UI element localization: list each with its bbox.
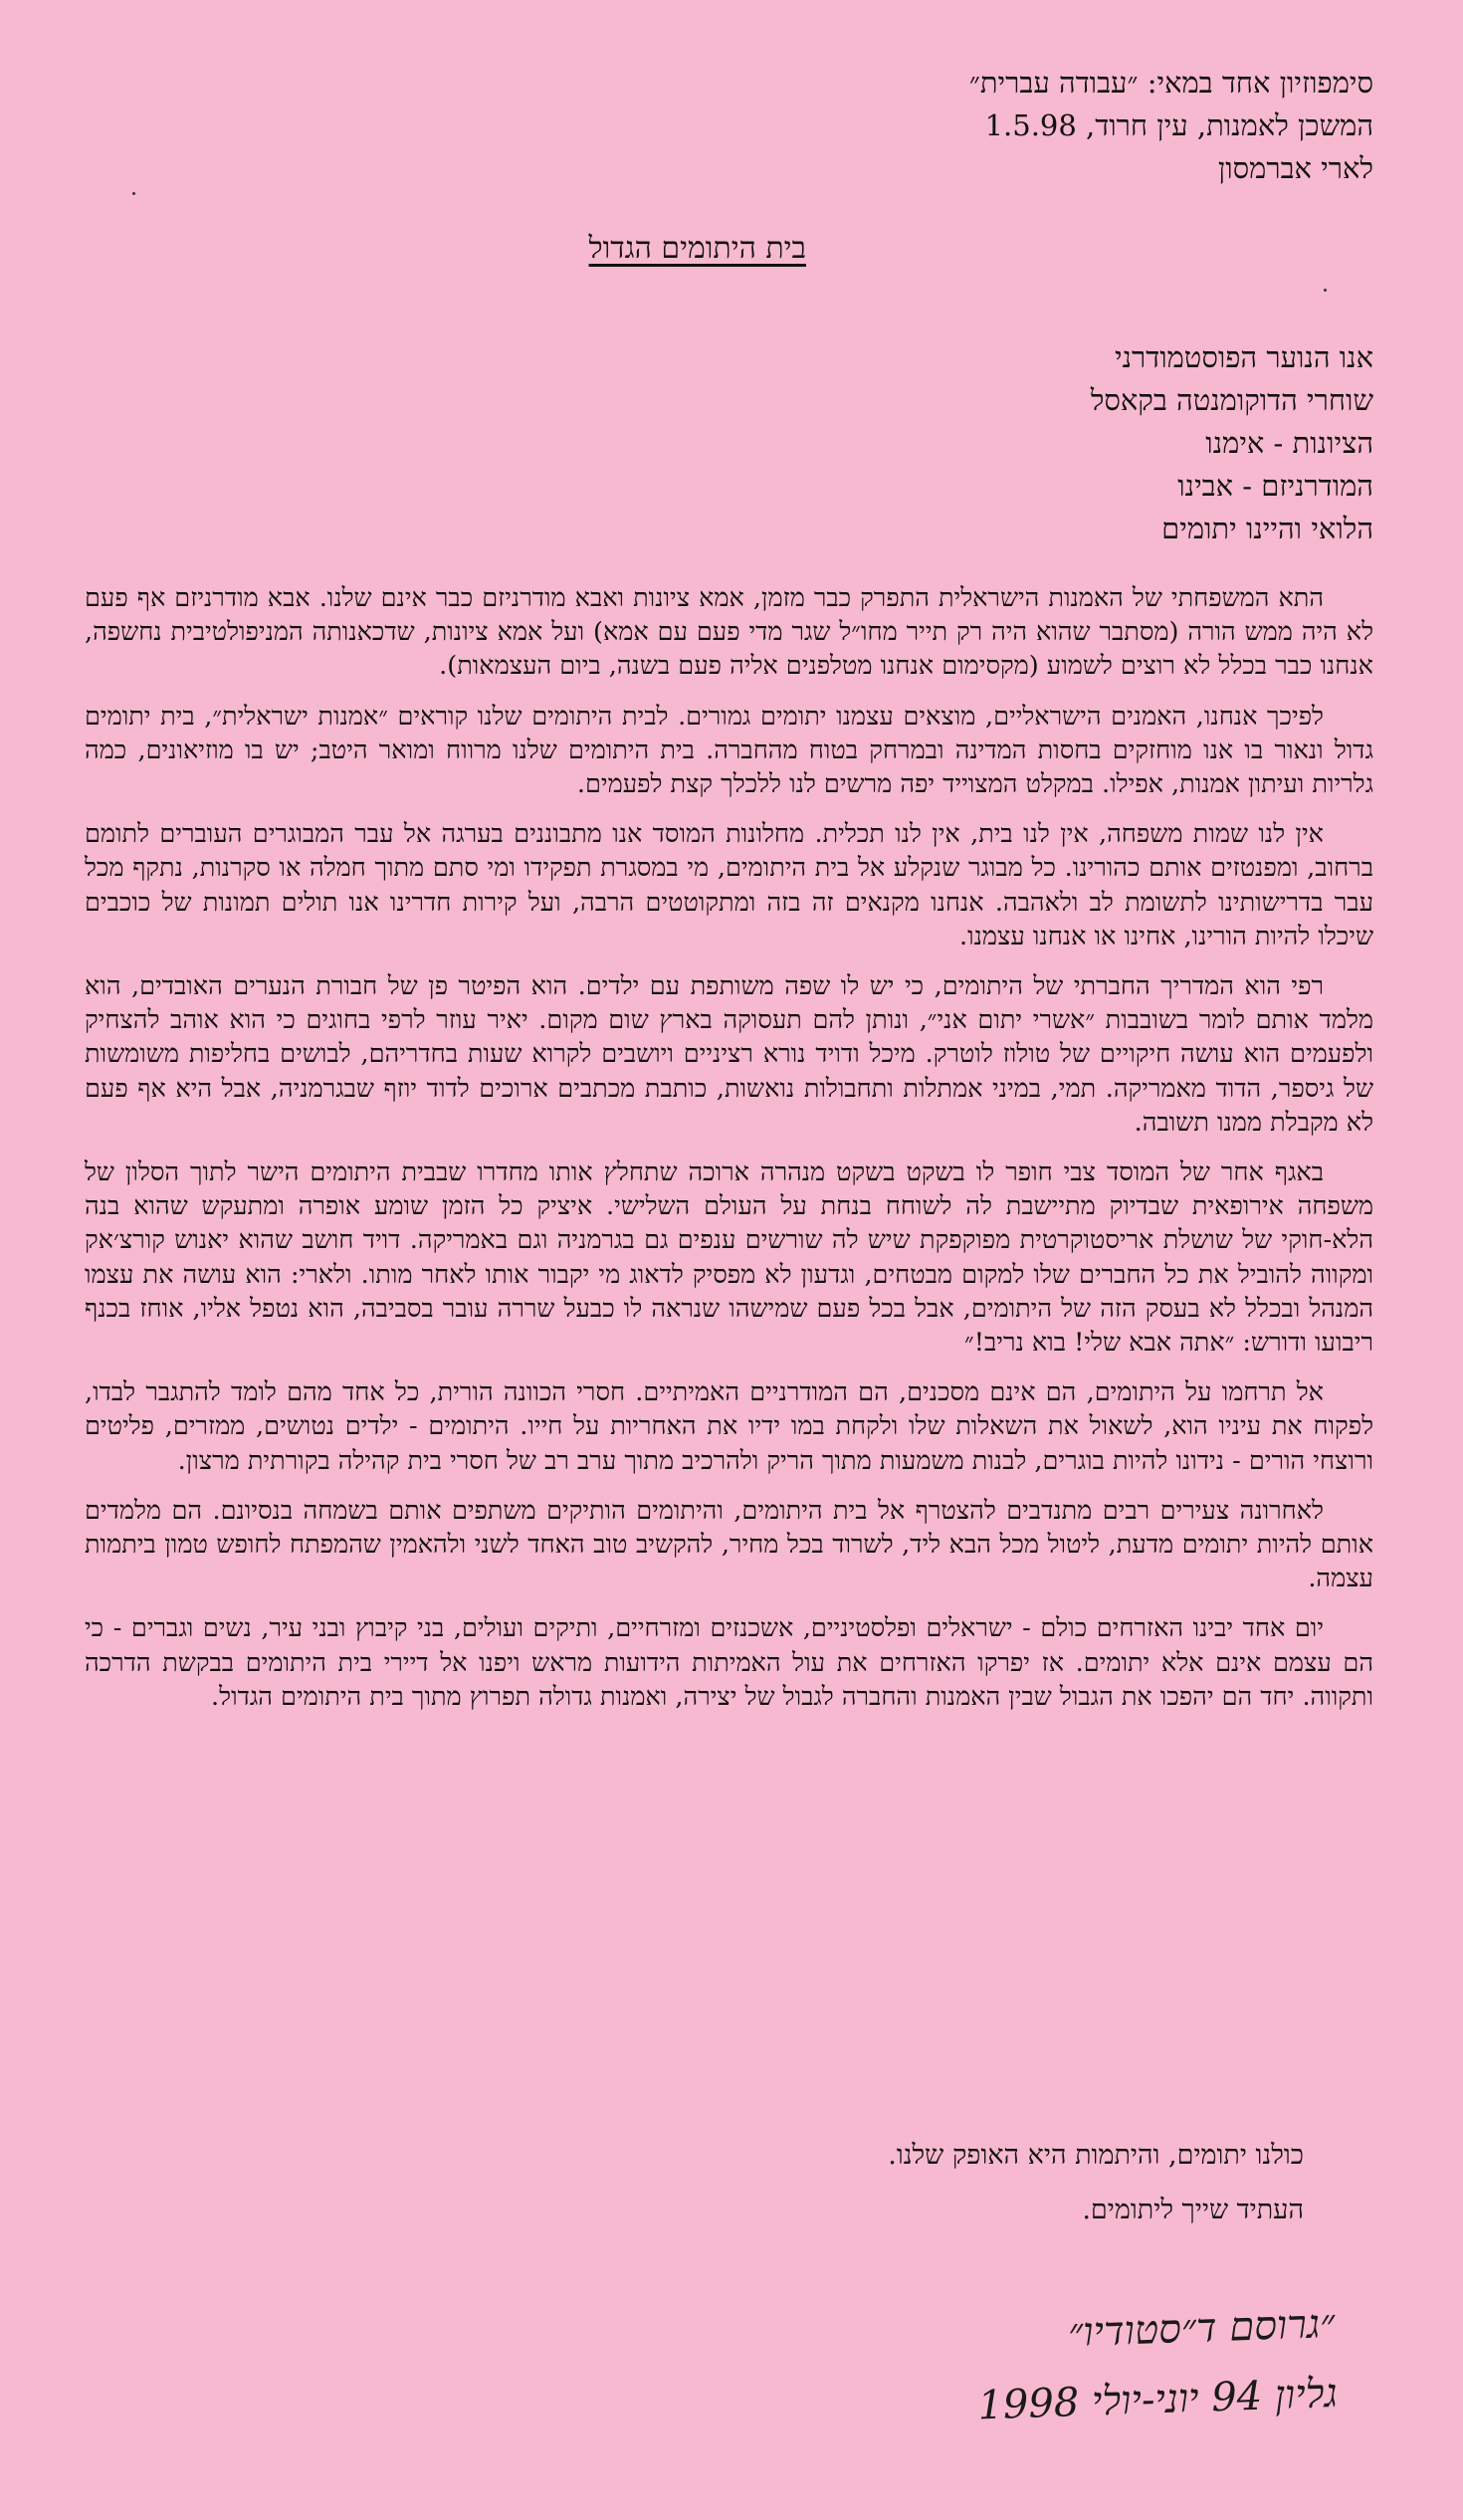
poem-line: שוחרי הדוקומנטה בקאסל	[1090, 383, 1373, 417]
signature-line: גליון 94 יוני-יולי 1998	[976, 2370, 1339, 2429]
handwritten-signature	[439, 2289, 1339, 2459]
paper-speck	[1324, 289, 1327, 292]
poem-line: הציונות - אימנו	[1205, 426, 1373, 460]
poem-line: הלואי והיינו יתומים	[1161, 512, 1373, 545]
paragraph: אין לנו שמות משפחה, אין לנו בית, אין לנו תכלית. מחלונות המוסד אנו מתבוננים בערגה אל עבר המבוגרים העוברים לתומם ברחוב, ומפנטזים אותם כהורינו. כל מבוגר שנקלע אל בית היתומים, מי במסגרת תפקידו ומי סתם מתוך חמלה או סקרנות, נתקף מכל עבר בדרישותינו לתשומת לב ולאהבה. אנחנו מקנאים זה בזה ומתקוטטים הרבה, ועל קירות חדרינו אנו תולים תמונות של כוכבים שיכלו להיות הורינו, אחינו או אנחנו עצמנו.	[85, 819, 1373, 951]
paragraph: לפיכך אנחנו, האמנים הישראליים, מוצאים עצמנו יתומים גמורים. לבית היתומים שלנו קוראים ״אמנות ישראלית״, בית יתומים גדול ונאור בו אנו מוחזקים בחסות המדינה ובמרחק בטוח מהחברה. בית היתומים שלנו מרווח ומואר היטב; יש בו מוזיאונים, כמה גלריות ועיתון אמנות, אפילו. במקלט המצוייד יפה מרשים לנו ללכלך קצת לפעמים.	[85, 701, 1373, 800]
header-author-line: לארי אברמסון	[1217, 151, 1373, 185]
signature-line: ״גרוסם ד״סטודיו״	[1067, 2300, 1337, 2357]
header-venue-line: המשכן לאמנות, עין חרוד, 1.5.98	[984, 108, 1373, 142]
document-title: בית היתומים הגדול	[588, 231, 806, 266]
body-text	[85, 581, 1373, 1730]
paragraph: רפי הוא המדריך החברתי של היתומים, כי יש לו שפה משותפת עם ילדים. הוא הפיטר פן של חבורת הנערים האובדים, הוא מלמד אותם לומר בשובבות ״אשרי יתום אני״, ונותן להם תעסוקה בארץ שום מקום. יאיר עוזר לרפי בחוגים כי הוא אוהב להצחיק ולפעמים הוא עושה חיקויים של טולוז לוטרק. מיכל ודויד נורא רציניים ויושבים לקרוא שעות בחדריהם, לבושים בחליפות משומשות של גיספר, הדוד מאמריקה. תמי, במיני אמתלות ותחבולות נואשות, כותבת מכתבים ארוכים לדוד יוזף שבגרמניה, אבל היא אף פעם לא מקבלת ממנו תשובה.	[85, 971, 1373, 1138]
closing-line: העתיד שייך ליתומים.	[1082, 2195, 1304, 2225]
paragraph: אל תרחמו על היתומים, הם אינם מסכנים, הם המודרניים האמיתיים. חסרי הכוונה הורית, כל אחד מהם לומד להתגבר לבדו, לפקוח את עיניו הוא, לשאול את השאלות שלו ולקחת במו ידיו את האחריות על חייו. היתומים - ילדים נטושים, ממזרים, פליטים ורוצחי הורים - נידונו להיות בוגרים, לבנות משמעות מתוך הריק ולהרכיב מתוך ערב רב של חסרי בית קהילה בקורתית מרצון.	[85, 1377, 1373, 1476]
paragraph: יום אחד יבינו האזרחים כולם - ישראלים ופלסטיניים, אשכנזים ומזרחיים, ותיקים ועולים, בני קיבוץ ובני עיר, נשים וגברים - כי הם עצמם אינם אלא יתומים. אז יפרקו האזרחים את עול האמיתות הידועות מראש ויפנו אל דיירי בית היתומים בבקשת הדרכה ותקווה. יחד הם יהפכו את הגבול שבין האמנות והחברה לגבול של יצירה, ואמנות גדולה תפרוץ מתוך בית היתומים הגדול.	[85, 1613, 1373, 1712]
closing-block	[408, 2128, 1304, 2237]
paper-speck	[132, 192, 135, 195]
poem-line: אנו הנוער הפוסטמודרני	[1114, 340, 1373, 374]
poem-block	[577, 336, 1373, 550]
paragraph: לאחרונה צעירים רבים מתנדבים להצטרף אל בית היתומים, והיתומים הותיקים משתפים אותם בשמחה בנסיונם. הם מלמדים אותם להיות יתומים מדעת, ליטול מכל הבא ליד, לשרוד בכל מחיר, להקשיב טוב האחד לשני ולהאמין שהמפתח לחופש טמון ביתמות עצמה.	[85, 1495, 1373, 1594]
header-block	[577, 62, 1373, 190]
closing-line: כולנו יתומים, והיתמות היא האופק שלנו.	[888, 2140, 1304, 2171]
header-symposium-line: סימפוזיון אחד במאי: ״עבודה עברית״	[968, 66, 1373, 100]
poem-line: המודרניזם - אבינו	[1177, 469, 1373, 503]
paragraph: התא המשפחתי של האמנות הישראלית התפרק כבר מזמן, אמא ציונות ואבא מודרניזם כבר אינם שלנו. אבא מודרניזם אף פעם לא היה ממש הורה (מסתבר שהוא היה רק תייר מחו״ל שגר מדי פעם עם אמא) ועל אמא ציונות, שדכאנותה המניפולטיבית נחשפה, אנחנו כבר בכלל לא רוצים לשמוע (מקסימום אנחנו מטלפנים אליה פעם בשנה, ביום העצמאות).	[85, 583, 1373, 682]
paragraph: באגף אחר של המוסד צבי חופר לו בשקט בשקט מנהרה ארוכה שתחלץ אותו מחדרו שבבית היתומים הישר לתוך הסלון של משפחה אירופאית שבדיוק מתיישבת לה לשוחח בנחת על העולם השלישי. איציק כל הזמן שומע אופרה ומתעקש שהוא בנה הלא-חוקי של שושלת אריסטוקרטית מפוקפקת שיש לה שורשים ענפים גם בגרמניה וגם באמריקה. דויד חושב שהוא יאנוש קורצ׳אק ומקווה להוביל את כל החברים שלו למקום מבטחים, וגדעון לא מפסיק לדאוג מי יקבור אותו לאחר מותו. ולארי: הוא עושה את עצמו המנהל ובכלל לא בעסק הזה של היתומים, אבל בכל פעם שמישהו שנראה לו כבעל שררה עובר בסביבה, הוא נטפל אליו, אוחז בכנף ריבועו ודורש: ״אתה אבא שלי! בוא נריב!״	[85, 1157, 1373, 1359]
